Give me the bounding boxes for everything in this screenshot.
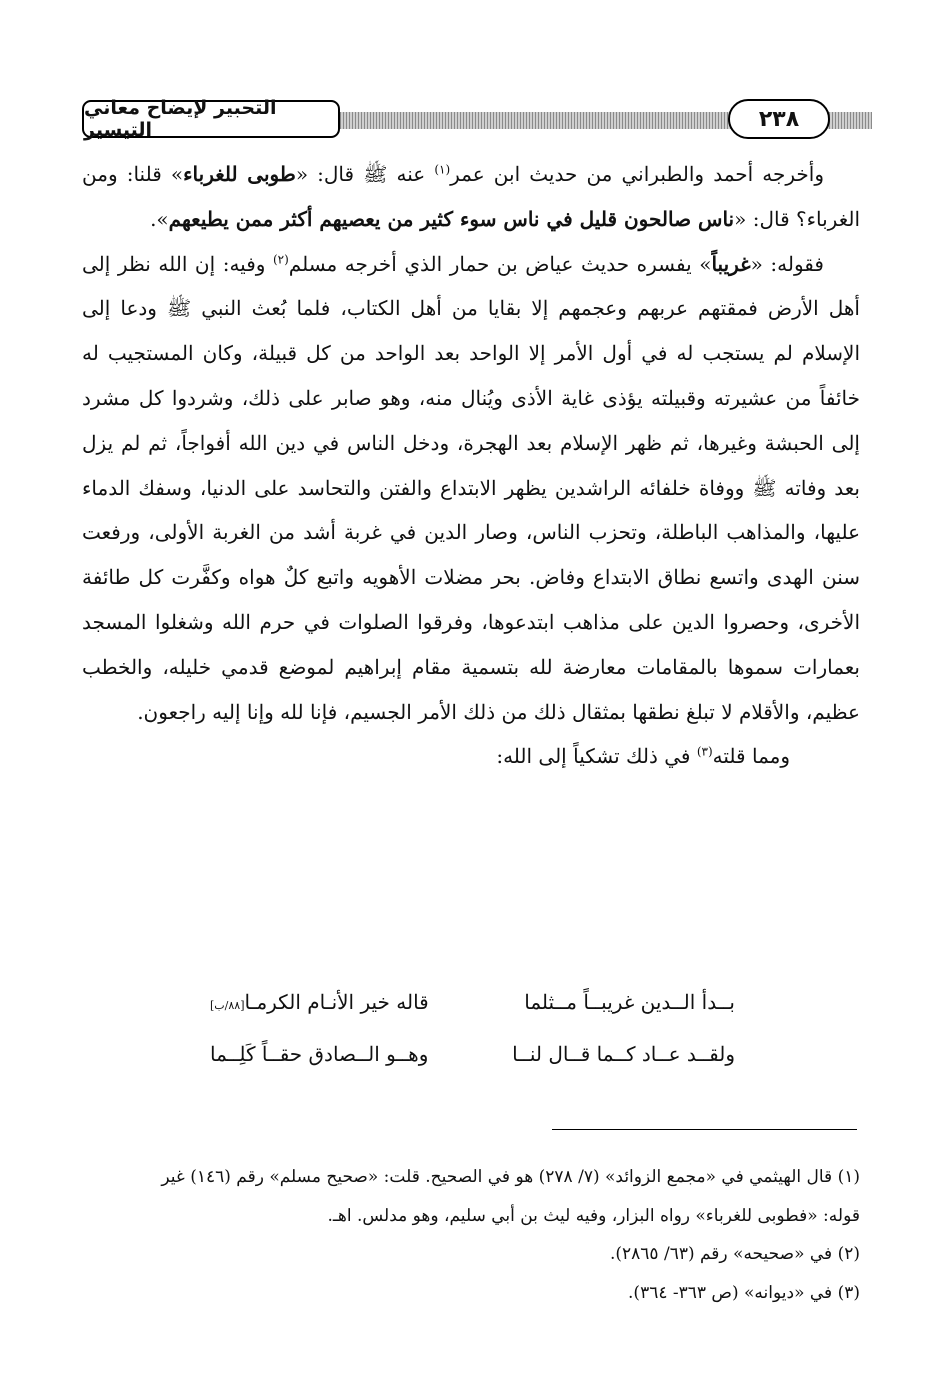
hadith-quote: ناس صالحون قليل في ناس سوء كثير من يعصيهم أكثر ممن يطيعهم [168,206,735,231]
footnote-ref-1: (١) [434,162,451,177]
paragraph-poem-intro [82,734,860,779]
text-run: » قلنا: ومن الغرباء؟ قال: « [82,162,860,231]
footnote-separator [552,1129,857,1130]
footnote-line: قوله: «فطوبى للغرباء» رواه البزار، وفيه ليث بن أبي سليم، وهو مدلس. اهـ. [327,1205,860,1226]
text-run: » يفسره حديث عياض بن حمار الذي أخرجه مسلم [288,251,712,276]
hemistich-second [210,990,429,1014]
poem [150,990,735,1094]
text-run: وأخرجه أحمد والطبراني من حديث ابن عمر [450,162,824,186]
verse-line [150,1042,735,1094]
running-title: التحبير لإيضاح معاني التيسير [82,100,340,138]
keyword: غريباً [711,251,751,276]
footnote-line: (١) قال الهيثمي في «مجمع الزوائد» (٧/ ٢٧٨) هو في الصحيح. قلت: «صحيح مسلم» رقم (١٤٦) غير [161,1167,860,1187]
footnote-2: (٢) في «صحيحه» رقم (٦٣/ ٢٨٦٥). [609,1244,860,1264]
text-run: ». [150,206,169,231]
text-run: في ذلك تشكياً إلى الله: [496,744,697,769]
text-run: ومما قلته [712,744,790,769]
hemistich-first: بــدأ الــدين غريبــاً مــثلما [524,990,735,1014]
hemistich-text: قاله خير الأنـام الكرمـا [244,990,429,1014]
hemistich-first: ولقــد عــاد كــما قــال لنــا [512,1042,735,1066]
text-run: فقوله: « [750,251,824,276]
paragraph-commentary [82,242,860,735]
text-run: وفيه: إن الله نظر إلى أهل الأرض فمقتهم عربهم وعجمهم إلا بقايا من أهل الكتاب، فلما بُعث النبي ﷺ ودعا إلى الإسلام لم يستجب له في أول الأمر إلا الواحد بعد الواحد من كل قبيلة، وكان المستجيب له خائفاً من عشيرته وقبيلته يؤذى غاية الأذى ويُنال منه، وهو صابر على ذلك، وشردوا كل مشرد إلى الحبشة وغيرها، ثم ظهر الإسلام بعد الهجرة، ودخل الناس في دين الله أفواجاً، ثم لم يزل بعد وفاته ﷺ ووفاة خلفائه الراشدين يظهر الابتداع والفتن والتحاسد على الدنيا، وسفك الدماء عليها، والمذاهب الباطلة، وتحزب الناس، وصار الدين في غربة أشد من الغربة الأولى، ورفعت سنن الهدى واتسع نطاق الابتداع وفاض. بحر مضلات الأهويه واتبع كلٌ هواه وكفَّرت كل طائفة الأخرى، وحصروا الدين على مذاهب ابتدعوها، وفرقوا الصلوات في حرم الله وشغلوا المسجد بعمارات سموها بالمقامات معارضة لله بتسمية مقام إبراهيم لموضع قدمي خليله، والخطب عظيم، والأقلام لا تبلغ نطقها بمثقال ذلك من ذلك الأمر الجسيم، فإنا لله وإنا إليه راجعون. [82,251,860,724]
hadith-quote: طوبى للغرباء [183,162,296,186]
page-number: ٢٣٨ [728,99,830,139]
footnote-ref-3: (٣) [696,744,713,759]
footnote-3: (٣) في «ديوانه» (ص ٣٦٣- ٣٦٤). [628,1282,860,1303]
folio-marker: [٨٨/ب] [210,999,245,1012]
text-run: عنه ﷺ قال: « [295,162,435,186]
footnote-ref-2: (٢) [272,251,289,266]
verse-line [150,990,735,1042]
paragraph-hadith [82,152,860,242]
footnote-1 [82,1158,860,1235]
main-text [82,152,860,779]
footnotes [82,1158,860,1312]
hemistich-second: وهــو الــصادق حقــاً كَلِــما [210,1042,429,1066]
page-header [82,98,872,156]
